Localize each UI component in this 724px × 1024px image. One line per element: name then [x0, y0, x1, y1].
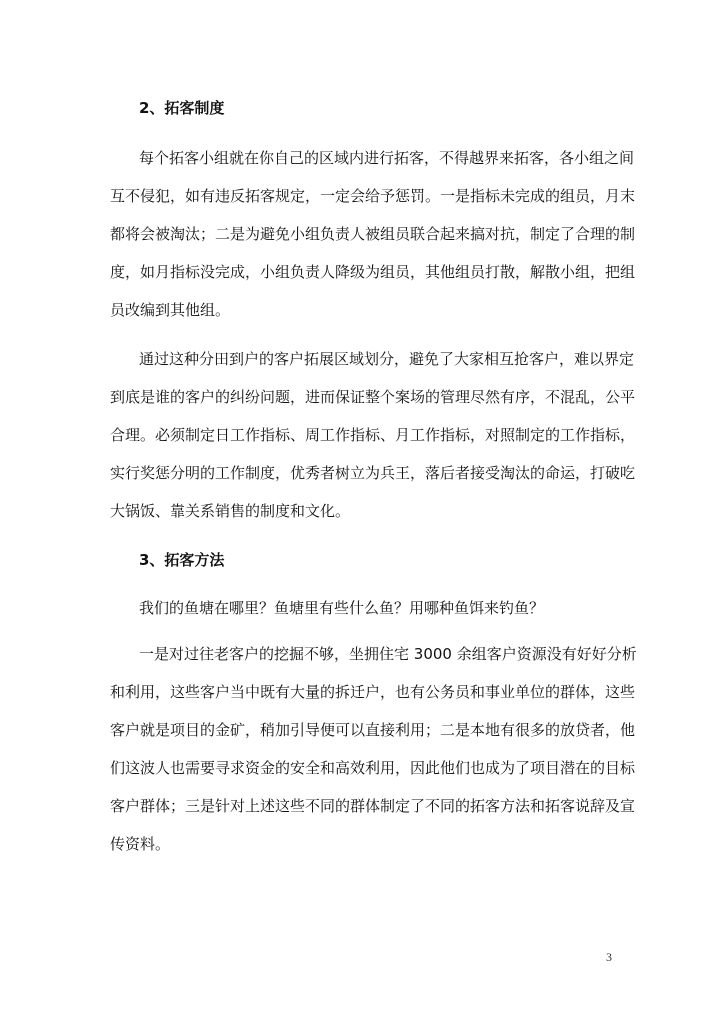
paragraph-line: 互不侵犯，如有违反拓客规定，一定会给予惩罚。一是指标未完成的组员，月末	[110, 187, 636, 205]
section-heading: 3、拓客方法	[139, 551, 225, 569]
paragraph-line: 大锅饭、靠关系销售的制度和文化。	[110, 502, 351, 520]
paragraph-line: 每个拓客小组就在你自己的区域内进行拓客，不得越界来拓客，各小组之间	[139, 149, 635, 167]
paragraph-line: 传资料。	[110, 835, 171, 853]
paragraph-line: 们这波人也需要寻求资金的安全和高效利用，因此他们也成为了项目潜在的目标	[110, 759, 636, 777]
paragraph-line: 客户群体；三是针对上述这些不同的群体制定了不同的拓客方法和拓客说辞及宣	[110, 797, 636, 815]
page-number: 3	[606, 950, 612, 964]
paragraph-line: 实行奖惩分明的工作制度，优秀者树立为兵王，落后者接受淘汰的命运，打破吃	[110, 464, 636, 482]
paragraph-line: 到底是谁的客户的纠纷问题，进而保证整个案场的管理尽然有序，不混乱，公平	[110, 388, 636, 406]
paragraph-line: 一是对过往老客户的挖掘不够，坐拥住宅 3000 余组客户资源没有好好分析	[139, 645, 637, 663]
paragraph-line: 通过这种分田到户的客户拓展区域划分，避免了大家相互抢客户，难以界定	[139, 350, 635, 368]
paragraph-line: 度，如月指标没完成，小组负责人降级为组员，其他组员打散，解散小组，把组	[110, 263, 636, 281]
paragraph-line: 我们的鱼塘在哪里？鱼塘里有些什么鱼？用哪种鱼饵来钓鱼？	[139, 599, 545, 617]
paragraph-line: 都将会被淘汰；二是为避免小组负责人被组员联合起来搞对抗，制定了合理的制	[110, 225, 636, 243]
paragraph-line: 和利用，这些客户当中既有大量的拆迁户，也有公务员和事业单位的群体，这些	[110, 683, 636, 701]
paragraph-line: 客户就是项目的金矿，稍加引导便可以直接利用；二是本地有很多的放贷者，他	[110, 721, 636, 739]
paragraph-line: 合理。必须制定日工作指标、周工作指标、月工作指标，对照制定的工作指标，	[110, 426, 636, 444]
paragraph-line: 员改编到其他组。	[110, 301, 231, 319]
section-heading: 2、拓客制度	[139, 99, 225, 117]
